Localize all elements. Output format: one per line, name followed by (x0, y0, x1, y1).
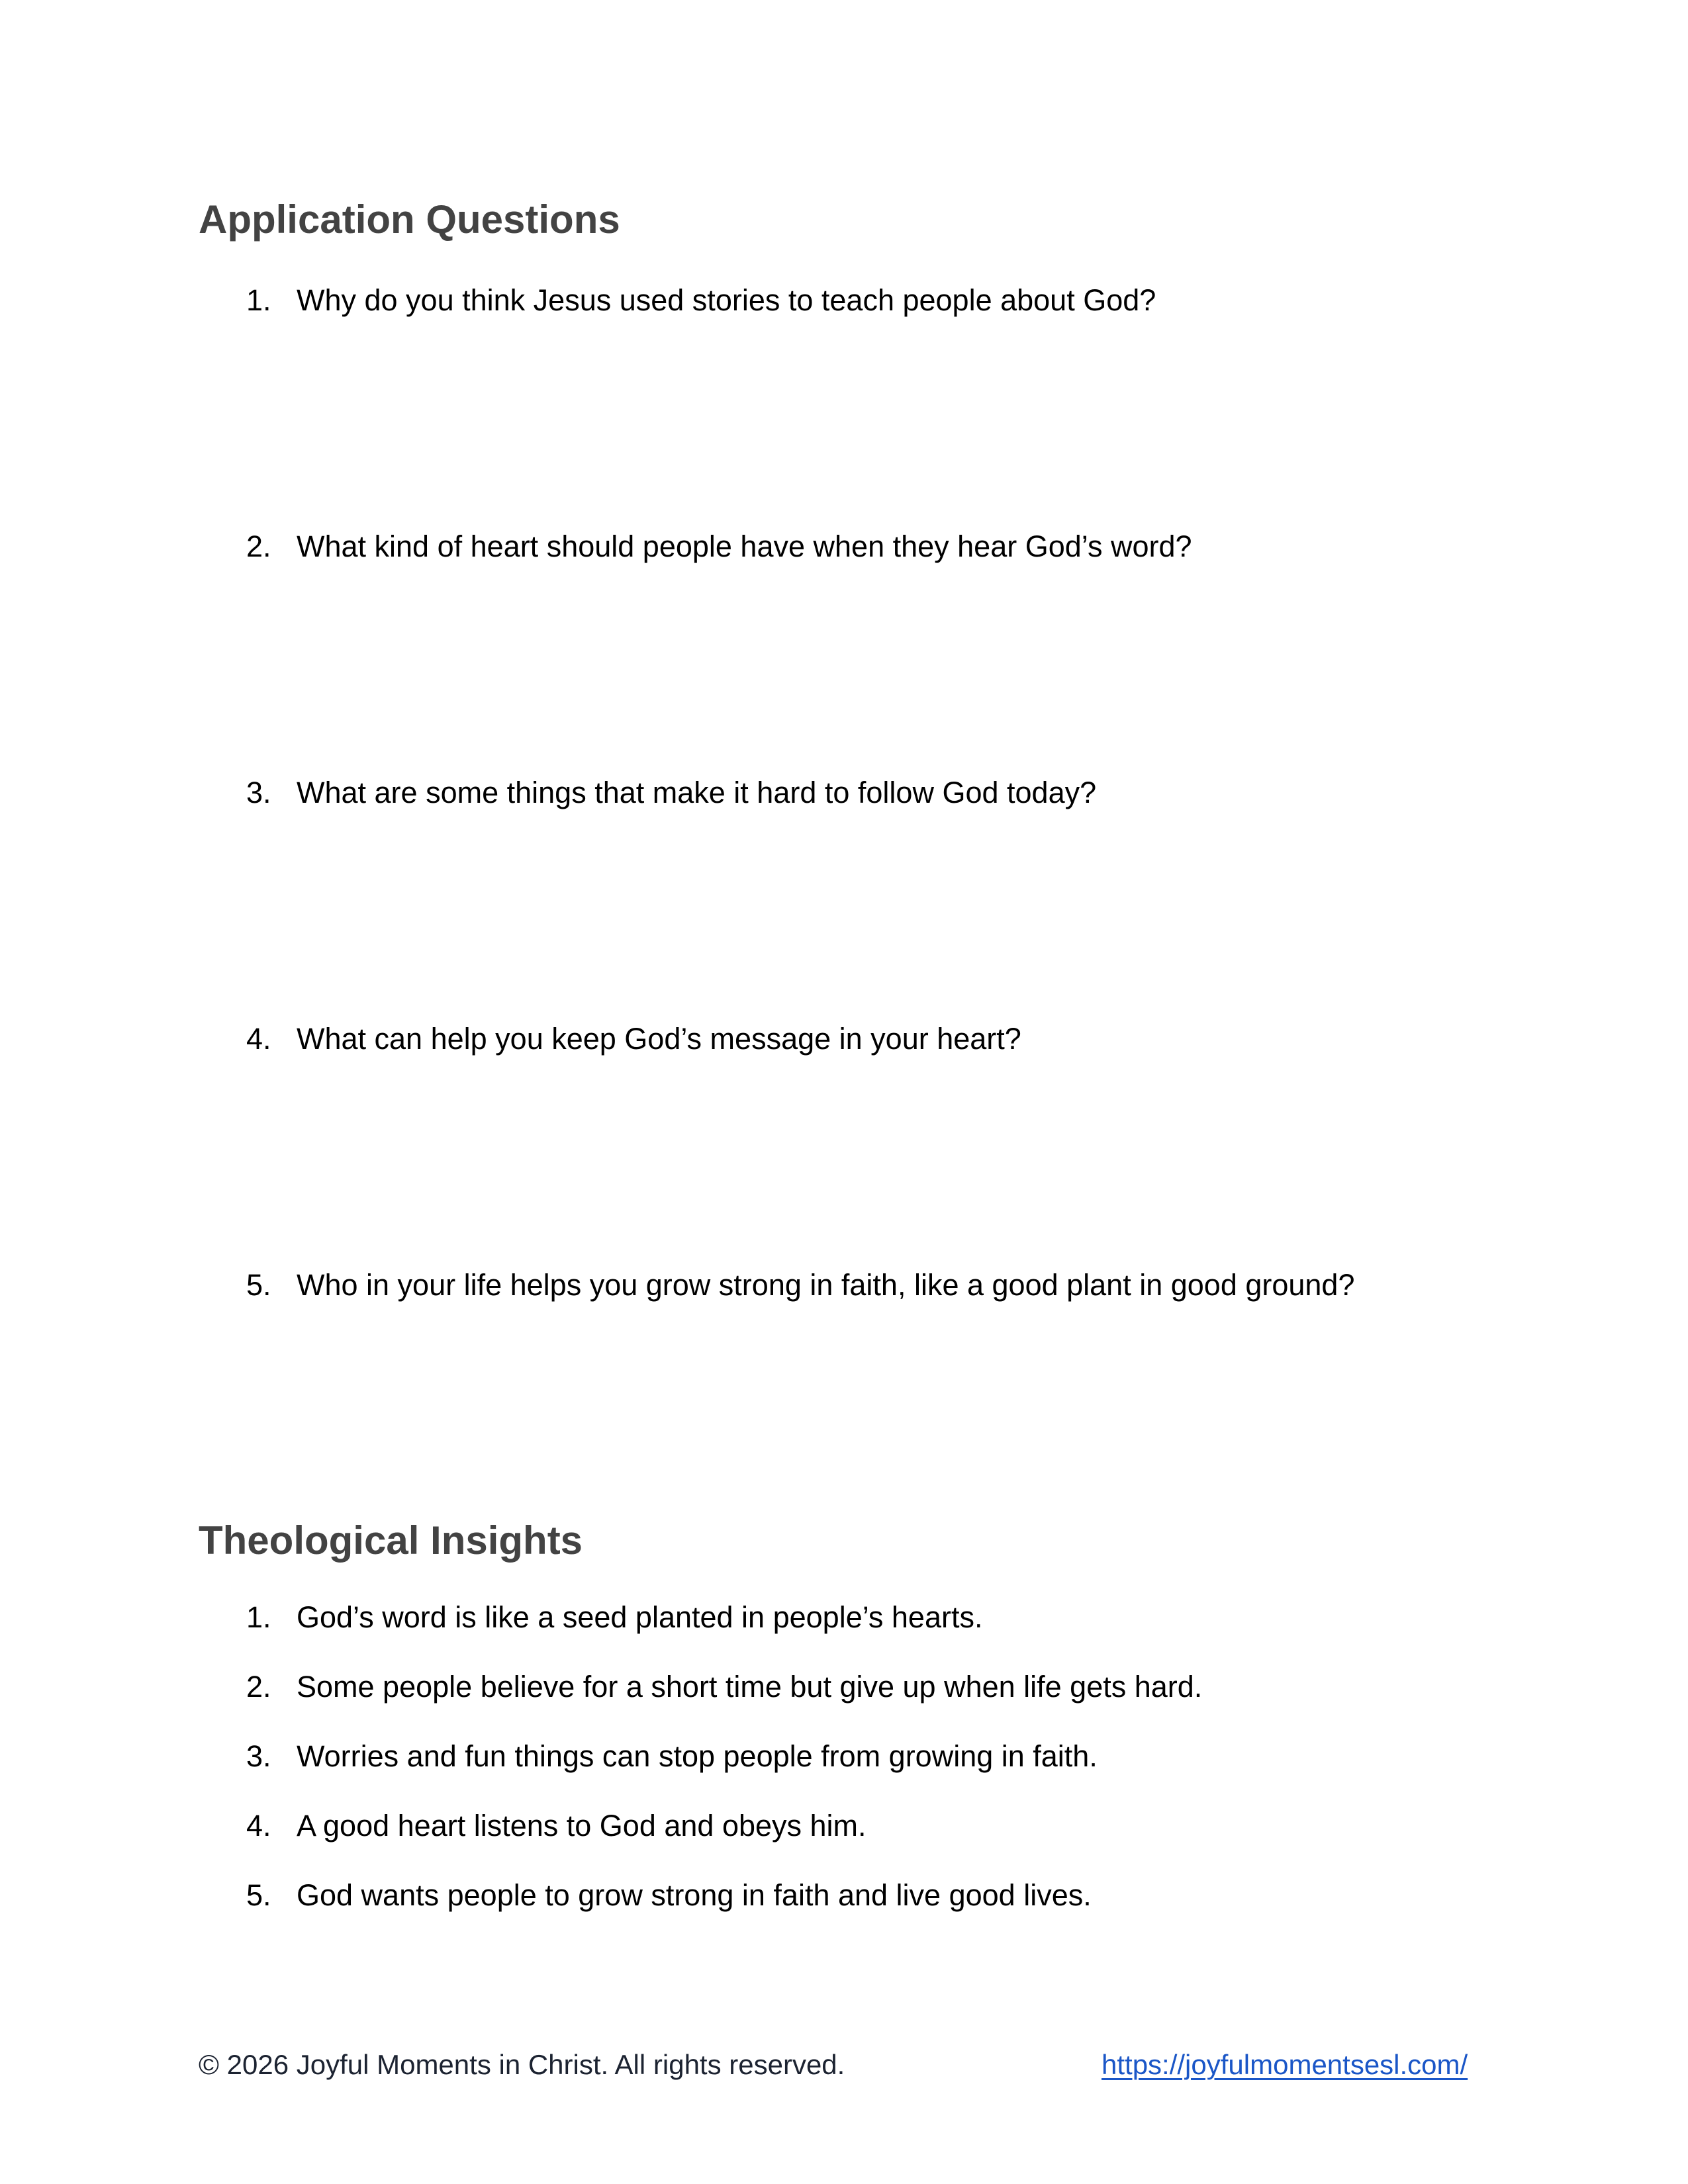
insight-text: God wants people to grow strong in faith and live good lives. (297, 1878, 1092, 1912)
question-text: What kind of heart should people have when they hear God’s word? (297, 529, 1192, 563)
list-number: 4. (246, 1809, 271, 1843)
application-questions-heading: Application Questions (199, 197, 620, 242)
list-number: 4. (246, 1022, 271, 1056)
website-link[interactable]: https://joyfulmomentsesl.com/ (1102, 2049, 1468, 2080)
question-text: What can help you keep God’s message in your heart? (297, 1022, 1021, 1056)
insight-text: Some people believe for a short time but give up when life gets hard. (297, 1670, 1203, 1704)
insight-text: God’s word is like a seed planted in people’s hearts. (297, 1600, 983, 1634)
list-number: 3. (246, 776, 271, 809)
question-text: Who in your life helps you grow strong in faith, like a good plant in good ground? (297, 1268, 1355, 1302)
insight-text: Worries and fun things can stop people from growing in faith. (297, 1739, 1098, 1773)
theological-insights-heading: Theological Insights (199, 1518, 583, 1563)
list-number: 3. (246, 1739, 271, 1773)
list-number: 1. (246, 1600, 271, 1634)
list-number: 1. (246, 283, 271, 317)
question-text: What are some things that make it hard to follow God today? (297, 776, 1097, 809)
list-number: 2. (246, 1670, 271, 1704)
list-number: 2. (246, 529, 271, 563)
insight-text: A good heart listens to God and obeys him. (297, 1809, 867, 1843)
question-text: Why do you think Jesus used stories to teach people about God? (297, 283, 1156, 317)
copyright-notice: © 2026 Joyful Moments in Christ. All rights reserved. (199, 2049, 845, 2080)
list-number: 5. (246, 1268, 271, 1302)
list-number: 5. (246, 1878, 271, 1912)
